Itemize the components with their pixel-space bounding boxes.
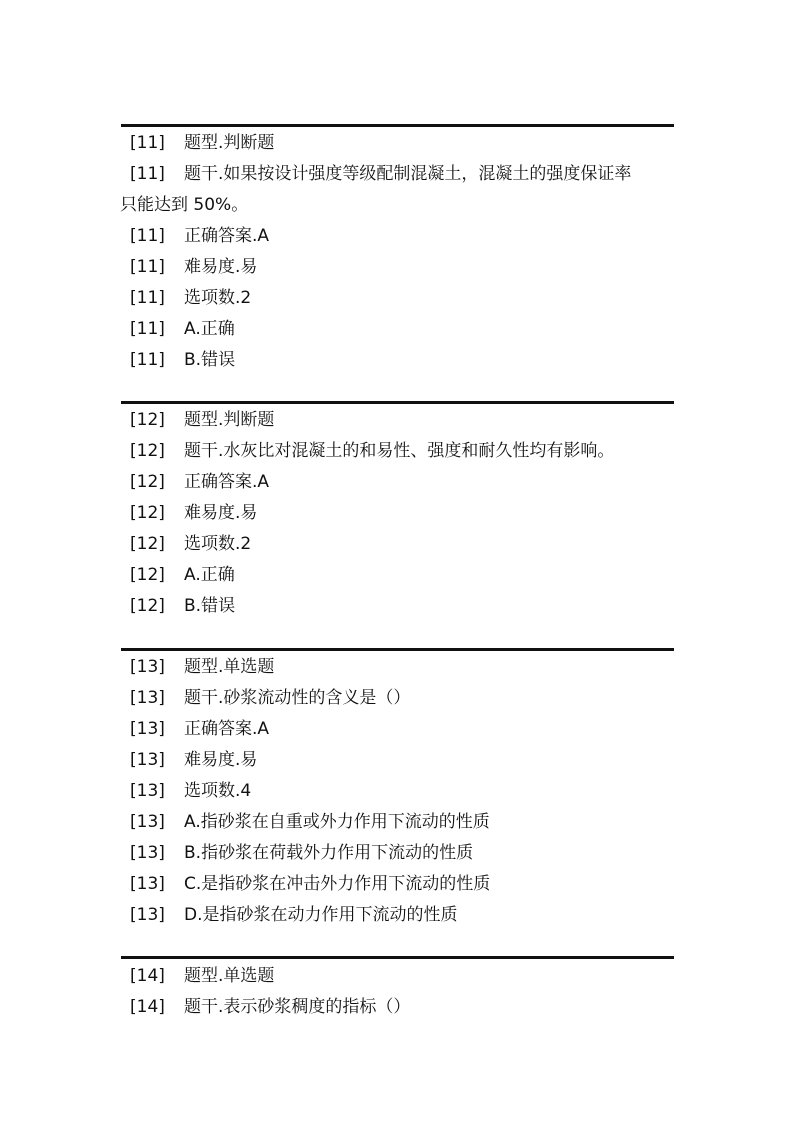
question-option-line bbox=[120, 314, 674, 345]
option-d: D.是指砂浆在动力作用下流动的性质 bbox=[184, 905, 458, 925]
question-option-line bbox=[120, 838, 674, 869]
question-number: [13] bbox=[130, 905, 165, 925]
correct-answer: 正确答案.A bbox=[184, 472, 270, 492]
question-option-line bbox=[120, 900, 674, 931]
question-number: [11] bbox=[130, 226, 165, 246]
option-a: A.正确 bbox=[184, 319, 235, 339]
question-type-line bbox=[120, 128, 674, 159]
question-divider bbox=[121, 401, 674, 404]
question-stem-line bbox=[120, 683, 674, 714]
question-number: [13] bbox=[130, 688, 165, 708]
option-b: B.错误 bbox=[184, 350, 236, 370]
question-option-line bbox=[120, 591, 674, 622]
question-number: [12] bbox=[130, 472, 165, 492]
question-option-line bbox=[120, 869, 674, 900]
difficulty: 难易度.易 bbox=[184, 503, 258, 523]
question-number: [12] bbox=[130, 534, 165, 554]
question-block-12 bbox=[120, 405, 674, 622]
difficulty: 难易度.易 bbox=[184, 257, 258, 277]
option-count: 选项数.2 bbox=[184, 288, 252, 308]
correct-answer: 正确答案.A bbox=[184, 226, 270, 246]
question-type-line bbox=[120, 652, 674, 683]
question-option-line bbox=[120, 345, 674, 376]
question-number: [11] bbox=[130, 257, 165, 277]
question-stem-line bbox=[120, 992, 674, 1023]
question-answer-line bbox=[120, 467, 674, 498]
question-type: 题型.单选题 bbox=[184, 966, 275, 986]
question-number: [13] bbox=[130, 719, 165, 739]
question-number: [14] bbox=[130, 966, 165, 986]
question-number: [13] bbox=[130, 750, 165, 770]
question-number: [13] bbox=[130, 812, 165, 832]
option-count: 选项数.2 bbox=[184, 534, 252, 554]
question-number: [11] bbox=[130, 350, 165, 370]
question-number: [12] bbox=[130, 410, 165, 430]
question-divider bbox=[121, 956, 674, 959]
question-number: [12] bbox=[130, 441, 165, 461]
option-b: B.错误 bbox=[184, 596, 236, 616]
question-divider bbox=[121, 124, 674, 127]
correct-answer: 正确答案.A bbox=[184, 719, 270, 739]
question-number: [13] bbox=[130, 781, 165, 801]
question-number: [11] bbox=[130, 164, 165, 184]
question-answer-line bbox=[120, 714, 674, 745]
question-option-line bbox=[120, 807, 674, 838]
question-answer-line bbox=[120, 221, 674, 252]
question-type-line bbox=[120, 961, 674, 992]
question-option-count-line bbox=[120, 283, 674, 314]
question-stem: 题干.水灰比对混凝土的和易性、强度和耐久性均有影响。 bbox=[184, 441, 615, 461]
question-number: [12] bbox=[130, 565, 165, 585]
question-stem: 题干.表示砂浆稠度的指标（） bbox=[184, 997, 411, 1017]
option-b: B.指砂浆在荷载外力作用下流动的性质 bbox=[184, 843, 474, 863]
question-type: 题型.判断题 bbox=[184, 410, 275, 430]
question-number: [13] bbox=[130, 843, 165, 863]
difficulty: 难易度.易 bbox=[184, 750, 258, 770]
question-number: [11] bbox=[130, 319, 165, 339]
question-number: [12] bbox=[130, 503, 165, 523]
question-type: 题型.判断题 bbox=[184, 133, 275, 153]
question-block-13 bbox=[120, 652, 674, 931]
question-stem-line bbox=[120, 436, 674, 467]
question-type: 题型.单选题 bbox=[184, 657, 275, 677]
question-number: [13] bbox=[130, 657, 165, 677]
question-option-line bbox=[120, 560, 674, 591]
question-stem: 题干.砂浆流动性的含义是（） bbox=[184, 688, 411, 708]
question-block-11 bbox=[120, 128, 674, 376]
question-stem-line bbox=[120, 159, 674, 221]
option-c: C.是指砂浆在冲击外力作用下流动的性质 bbox=[184, 874, 491, 894]
question-type-line bbox=[120, 405, 674, 436]
question-number: [12] bbox=[130, 596, 165, 616]
question-difficulty-line bbox=[120, 498, 674, 529]
question-difficulty-line bbox=[120, 745, 674, 776]
question-number: [11] bbox=[130, 133, 165, 153]
question-option-count-line bbox=[120, 776, 674, 807]
question-block-14 bbox=[120, 961, 674, 1023]
question-stem: 题干.如果按设计强度等级配制混凝土，混凝土的强度保证率 bbox=[184, 164, 632, 184]
question-difficulty-line bbox=[120, 252, 674, 283]
option-a: A.指砂浆在自重或外力作用下流动的性质 bbox=[184, 812, 490, 832]
question-number: [11] bbox=[130, 288, 165, 308]
question-option-count-line bbox=[120, 529, 674, 560]
option-a: A.正确 bbox=[184, 565, 235, 585]
question-number: [13] bbox=[130, 874, 165, 894]
question-divider bbox=[121, 648, 674, 651]
question-stem-continued: 只能达到 50%。 bbox=[120, 195, 249, 215]
option-count: 选项数.4 bbox=[184, 781, 252, 801]
question-number: [14] bbox=[130, 997, 165, 1017]
